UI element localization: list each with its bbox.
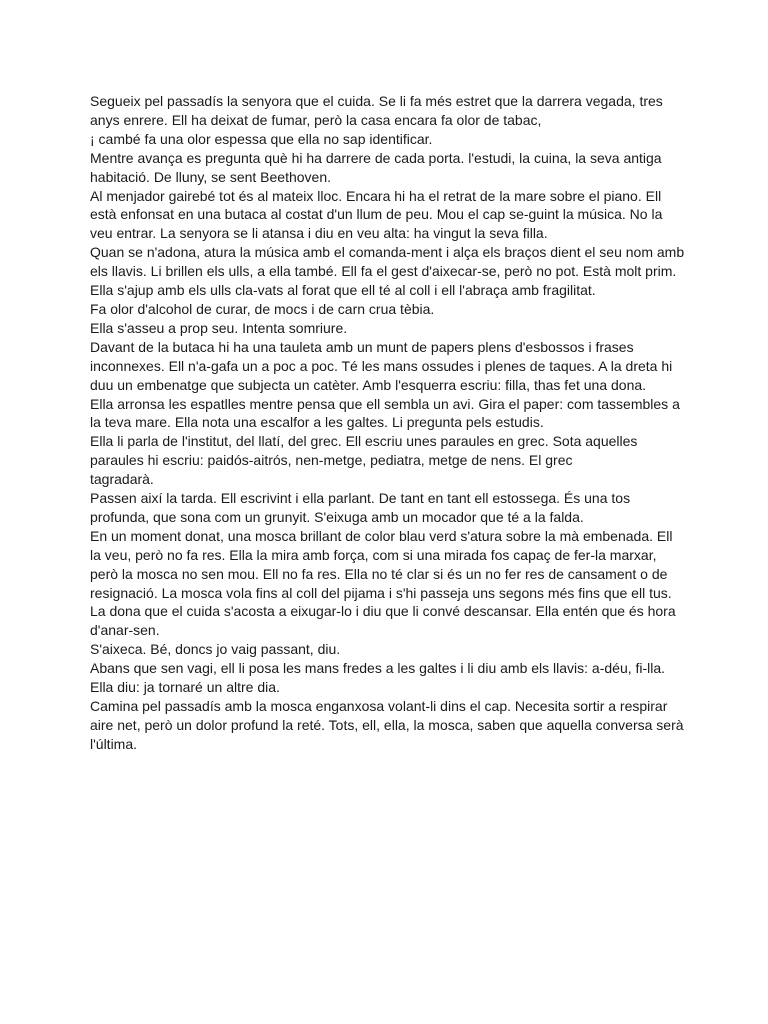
paragraph-4 [90, 243, 690, 281]
paragraph-5 [90, 281, 690, 300]
text-line: Abans que sen vagi, ell li posa les mans fredes a les galtes i li diu amb els llavis: a-déu, fi-lla. [90, 660, 666, 677]
text-line: Fa olor d'alcohol de curar, de mocs i de carn crua tèbia. [90, 300, 435, 317]
text-line: Segueix pel passadís la senyora que el cuida. Se li fa més estret que la darrera vegada, tres [90, 93, 663, 109]
paragraph-9 [90, 395, 690, 433]
paragraph-14 [90, 640, 690, 659]
text-line: Mentre avança es pregunta què hi ha darrere de cada porta. l'estudi, la cuina, la seva antiga [90, 149, 662, 166]
text-line: Ella diu: ja tornaré un altre dia. [90, 679, 280, 696]
text-line: Davant de la butaca hi ha una tauleta amb un munt de papers plens d'esbossos i frases [90, 338, 634, 355]
document-body [90, 92, 690, 754]
text-line: anys enrere. Ell ha deixat de fumar, però la casa encara fa olor de tabac, [90, 111, 542, 128]
text-line: Camina pel passadís amb la mosca enganxosa volant-li dins el cap. Necesita sortir a respirar [90, 698, 668, 714]
text-line: veu entrar. La senyora se li atansa i diu en veu alta: ha vingut la seva filla. [90, 225, 548, 242]
text-line: duu un embenatge que subjecta un catèter. Amb l'esquerra escriu: filla, thas fet una dona. [90, 376, 647, 393]
text-line: està enfonsat en una butaca al costat d'un llum de peu. Mou el cap se-guint la música. No la [90, 206, 663, 223]
paragraph-3 [90, 187, 690, 244]
text-line: Quan se n'adona, atura la música amb el comanda-ment i alça els braços dient el seu nom amb [90, 244, 685, 261]
text-line: profunda, que sona com un grunyit. S'eixuga amb un mocador que té a la falda. [90, 508, 584, 525]
paragraph-7 [90, 319, 690, 338]
paragraph-10 [90, 432, 690, 489]
text-line: habitació. De lluny, se sent Beethoven. [90, 168, 332, 185]
text-line: d'anar-sen. [90, 622, 160, 639]
text-line: Ella s'asseu a prop seu. Intenta somriure. [90, 319, 348, 336]
paragraph-16 [90, 678, 690, 697]
text-line: els llavis. Li brillen els ulls, a ella també. Ell fa el gest d'aixecar-se, però no pot. Està molt prim. [90, 263, 677, 280]
text-line: paraules hi escriu: paidós-aitrós, nen-metge, pediatra, metge de nens. El grec [90, 452, 573, 469]
paragraph-2 [90, 149, 690, 187]
text-line: la veu, però no fa res. Ella la mira amb força, com si una mirada fos capaç de fer-la marxar, [90, 546, 657, 563]
text-line: En un moment donat, una mosca brillant de color blau verd s'atura sobre la mà embenada. Ell [90, 527, 673, 544]
paragraph-17 [90, 697, 690, 754]
text-line: inconnexes. Ell n'a-gafa un a poc a poc. Té les mans ossudes i plenes de taques. A la dreta hi [90, 357, 673, 374]
text-line: S'aixeca. Bé, doncs jo vaig passant, diu. [90, 641, 341, 658]
paragraph-1 [90, 92, 690, 149]
text-line: tagradarà. [90, 471, 154, 488]
text-line: Al menjador gairebé tot és al mateix lloc. Encara hi ha el retrat de la mare sobre el piano. Ell [90, 187, 662, 204]
text-line: Ella li parla de l'institut, del llatí, del grec. Ell escriu unes paraules en grec. Sota aquelles [90, 433, 638, 450]
text-line: Ella s'ajup amb els ulls cla-vats al forat que ell té al coll i ell l'abraça amb fragilitat. [90, 282, 596, 299]
paragraph-12 [90, 527, 690, 603]
paragraph-8 [90, 338, 690, 395]
text-line: aire net, però un dolor profund la reté. Tots, ell, ella, la mosca, saben que aquella conversa serà [90, 716, 684, 733]
text-line: Passen així la tarda. Ell escrivint i ella parlant. De tant en tant ell estossega. És una tos [90, 490, 631, 507]
text-line: Ella arronsa les espatlles mentre pensa que ell sembla un avi. Gira el paper: com tassembles a [90, 395, 680, 412]
text-line: resignació. La mosca vola fins al coll del pijama i s'hi passeja uns segons més fins que ell tus. [90, 584, 672, 601]
paragraph-11 [90, 489, 690, 527]
paragraph-6 [90, 300, 690, 319]
text-line: però la mosca no sen mou. Ell no fa res. Ella no té clar si és un no fer res de cansament o de [90, 565, 668, 582]
text-line: l'última. [90, 735, 138, 752]
paragraph-15 [90, 659, 690, 678]
text-line: La dona que el cuida s'acosta a eixugar-lo i diu que li convé descansar. Ella entén que és hora [90, 603, 676, 620]
text-line: la teva mare. Ella nota una escalfor a les galtes. Li pregunta pels estudis. [90, 414, 544, 431]
paragraph-13 [90, 602, 690, 640]
text-line: ¡ cambé fa una olor espessa que ella no sap identificar. [90, 130, 433, 147]
